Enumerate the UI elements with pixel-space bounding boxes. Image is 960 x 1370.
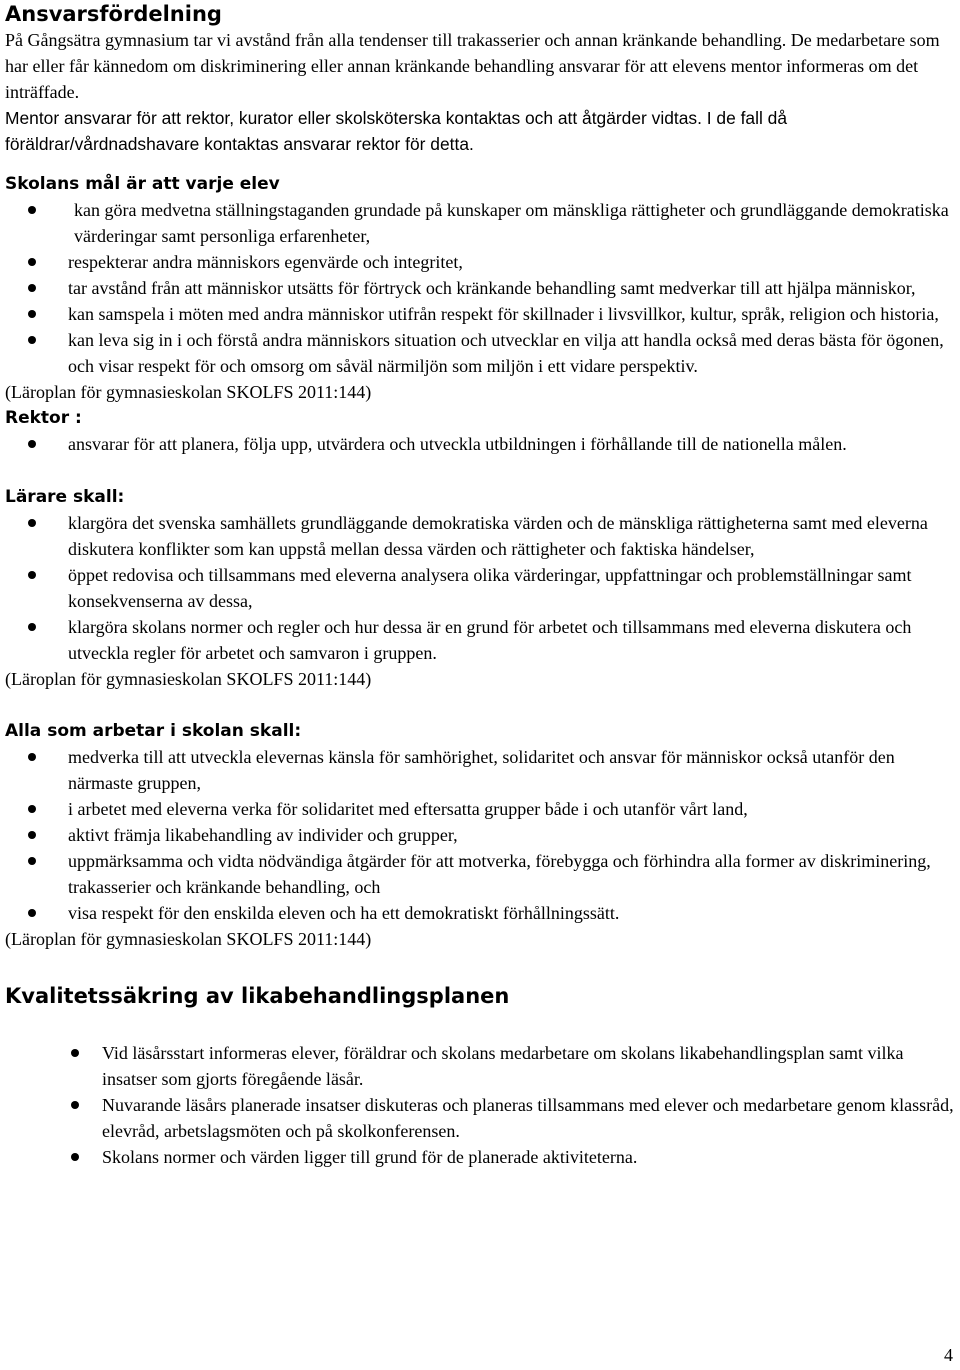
list-item: medverka till att utveckla elevernas känsla för samhörighet, solidaritet och ansvar för människor också utanför den närmaste gruppen,: [5, 744, 955, 796]
list-item: Skolans normer och värden ligger till grund för de planerade aktiviteterna.: [5, 1144, 955, 1170]
list-item: öppet redovisa och tillsammans med eleverna analysera olika värderingar, uppfattningar och problemställningar samt konsekvenserna av dessa,: [5, 562, 955, 614]
list-item: aktivt främja likabehandling av individer och grupper,: [5, 822, 955, 848]
alla-list: [5, 744, 955, 926]
intro-paragraph: På Gångsätra gymnasium tar vi avstånd från alla tendenser till trakasserier och annan kränkande behandling. De medarbetare som har eller får kännedom om diskriminering eller annan kränkande behandling ansvarar för att elevens mentor informeras om det inträffade.: [5, 30, 940, 102]
alla-source: (Läroplan för gymnasieskolan SKOLFS 2011:144): [5, 929, 372, 949]
rektor-heading: Rektor :: [5, 408, 82, 428]
page-number: 4: [944, 1345, 953, 1365]
larare-heading: Lärare skall:: [5, 487, 125, 507]
larare-source: (Läroplan för gymnasieskolan SKOLFS 2011:144): [5, 669, 372, 689]
list-item: i arbetet med eleverna verka för solidaritet med eftersatta grupper både i och utanför vårt land,: [5, 796, 955, 822]
alla-heading: Alla som arbetar i skolan skall:: [5, 721, 302, 741]
list-item: kan samspela i möten med andra människor utifrån respekt för skillnader i livsvillkor, kultur, språk, religion och historia,: [5, 301, 955, 327]
kvalitet-list: [5, 1040, 955, 1170]
goals-heading: Skolans mål är att varje elev: [5, 174, 280, 194]
document-page: [5, 0, 955, 1170]
list-item: visa respekt för den enskilda eleven och ha ett demokratiskt förhållningssätt.: [5, 900, 955, 926]
guardian-sentence: I de fall då föräldrar/vårdnadshavare kontaktas ansvarar rektor för detta.: [5, 108, 787, 154]
list-item: uppmärksamma och vidta nödvändiga åtgärder för att motverka, förebygga och förhindra alla former av diskriminering, trakasserier och kränkande behandling, och: [5, 848, 955, 900]
list-item: respekterar andra människors egenvärde och integritet,: [5, 249, 955, 275]
list-item: kan leva sig in i och förstå andra människors situation och utvecklar en vilja att handla också med deras bästa för ögonen, och visar respekt för och omsorg om såväl närmiljön som miljön i ett vidare perspektiv.: [5, 327, 955, 379]
list-item: klargöra skolans normer och regler och hur dessa är en grund för arbetet och tillsammans med eleverna diskutera och utveckla regler för arbetet och samvaron i gruppen.: [5, 614, 955, 666]
goals-list: [5, 197, 955, 379]
list-item: Vid läsårsstart informeras elever, föräldrar och skolans medarbetare om skolans likabehandlingsplan samt vilka insatser som gjorts föregående läsår.: [5, 1040, 955, 1092]
kvalitet-heading: Kvalitetssäkring av likabehandlingsplanen: [5, 984, 510, 1008]
section-title-ansvarsfordelning: Ansvarsfördelning: [5, 2, 222, 26]
list-item: tar avstånd från att människor utsätts för förtryck och kränkande behandling samt medverkar till att hjälpa människor,: [5, 275, 955, 301]
list-item: klargöra det svenska samhällets grundläggande demokratiska värden och de mänskliga rättigheterna samt med eleverna diskutera konflikter som kan uppstå mellan dessa värden och rättigheter och faktiska händelser,: [5, 510, 955, 562]
list-item: Nuvarande läsårs planerade insatser diskuteras och planeras tillsammans med elever och medarbetare genom klassråd, elevråd, arbetslagsmöten och på skolkonferensen.: [5, 1092, 955, 1144]
mentor-paragraph: [5, 105, 955, 157]
rektor-list: [5, 431, 955, 457]
mentor-sentence: Mentor ansvarar för att rektor, kurator eller skolsköterska kontaktas och att åtgärder vidtas.: [5, 108, 702, 128]
larare-list: [5, 510, 955, 666]
list-item: kan göra medvetna ställningstaganden grundade på kunskaper om mänskliga rättigheter och grundläggande demokratiska värderingar samt personliga erfarenheter,: [5, 197, 955, 249]
list-item: ansvarar för att planera, följa upp, utvärdera och utveckla utbildningen i förhållande till de nationella målen.: [5, 431, 955, 457]
goals-source: (Läroplan för gymnasieskolan SKOLFS 2011:144): [5, 382, 372, 402]
